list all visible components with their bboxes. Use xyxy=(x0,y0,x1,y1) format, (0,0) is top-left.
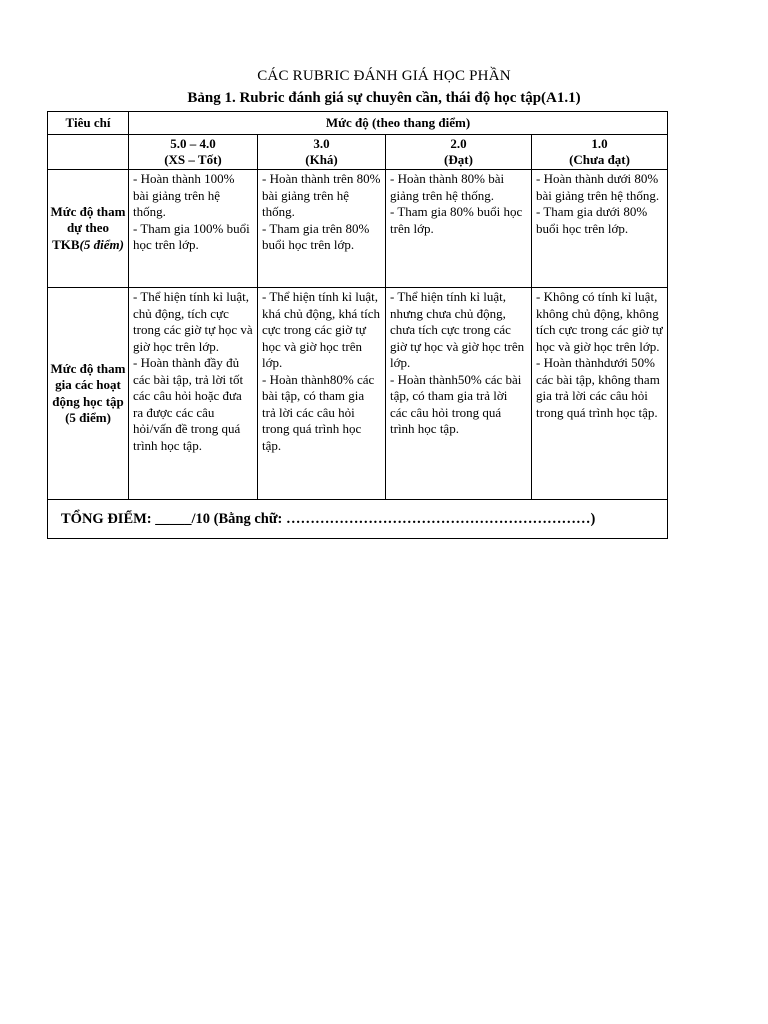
descriptor: - Hoàn thành 80% bài giảng trên hệ thống. xyxy=(390,171,505,203)
descriptor: - Tham gia dưới 80% buổi học trên lớp. xyxy=(536,204,648,236)
criterion-cell xyxy=(48,288,129,500)
criteria-header: Tiêu chí xyxy=(48,112,129,135)
score-level-header xyxy=(129,135,258,170)
table-row xyxy=(48,288,668,500)
descriptor: - Hoàn thànhdưới 50% các bài tập, không tham gia trả lời các câu hỏi trong quá trình học tập. xyxy=(536,355,660,420)
score-value: 1.0 xyxy=(591,136,608,151)
descriptor: - Hoàn thành dưới 80% bài giảng trên hệ thống. xyxy=(536,171,660,203)
empty-header-cell xyxy=(48,135,129,170)
descriptor: - Tham gia 80% buổi học trên lớp. xyxy=(390,204,523,236)
score-label: (Khá) xyxy=(305,152,338,167)
score-header-row xyxy=(48,135,668,170)
rubric-cell xyxy=(258,288,386,500)
rubric-cell xyxy=(386,170,532,288)
header-row xyxy=(48,112,668,135)
rubric-cell xyxy=(532,288,668,500)
score-value: 5.0 – 4.0 xyxy=(170,136,216,151)
descriptor: - Hoàn thành trên 80% bài giảng trên hệ thống. xyxy=(262,171,381,219)
descriptor: - Thể hiện tính kỉ luật, chủ động, tích cực trong các giờ tự học và giờ học trên lớp. xyxy=(133,289,253,354)
score-label: (Đạt) xyxy=(444,152,473,167)
rubric-cell xyxy=(532,170,668,288)
rubric-cell xyxy=(129,288,258,500)
rubric-cell xyxy=(258,170,386,288)
score-value: 3.0 xyxy=(313,136,330,151)
total-score-line: TỔNG ĐIỂM: _____/10 (Bằng chữ: ………………………………………………………) xyxy=(48,500,668,539)
score-label: (Chưa đạt) xyxy=(569,152,630,167)
descriptor: - Tham gia 100% buổi học trên lớp. xyxy=(133,220,250,252)
criterion-name: Mức độ tham dự theo TKB xyxy=(50,203,126,252)
score-level-header xyxy=(258,135,386,170)
descriptor: - Hoàn thành đầy đủ các bài tập, trả lời tốt các câu hỏi hoặc đưa ra được các câu hỏi/vấn đề trong quá trình học tập. xyxy=(133,355,244,453)
descriptor: - Thể hiện tính kỉ luật, nhưng chưa chủ động, chưa tích cực trong các giờ tự học và giờ học trên lớp. xyxy=(390,289,525,370)
rubric-table xyxy=(47,111,668,539)
rubric-cell xyxy=(129,170,258,288)
descriptor: - Hoàn thành50% các bài tập, có tham gia trả lời các câu hỏi trong quá trình học tập. xyxy=(390,371,522,436)
table-row xyxy=(48,170,668,288)
descriptor: - Không có tính kỉ luật, không chủ động, không tích cực trong các giờ tự học và giờ học trên lớp. xyxy=(536,289,663,354)
descriptor: - Tham gia trên 80% buổi học trên lớp. xyxy=(262,220,370,252)
score-level-header xyxy=(386,135,532,170)
criterion-cell xyxy=(48,170,129,288)
document-title: CÁC RUBRIC ĐÁNH GIÁ HỌC PHẦN xyxy=(257,68,511,84)
level-header: Mức độ (theo thang điểm) xyxy=(129,112,668,135)
rubric-cell xyxy=(386,288,532,500)
criterion-weight: (5 điểm) xyxy=(79,236,124,252)
criterion-weight: (5 điểm) xyxy=(65,410,111,425)
score-value: 2.0 xyxy=(450,136,467,151)
descriptor: - Hoàn thành 100% bài giảng trên hệ thống. xyxy=(133,171,235,219)
score-level-header xyxy=(532,135,668,170)
descriptor: - Hoàn thành80% các bài tập, có tham gia trả lời các câu hỏi trong quá trình học tập. xyxy=(262,371,375,453)
criterion-name: Mức độ tham gia các hoạt động học tập xyxy=(50,360,126,409)
descriptor: - Thể hiện tính kỉ luật, khá chủ động, khá tích cực trong các giờ tự học và giờ học trên lớp. xyxy=(262,289,381,370)
score-label: (XS – Tốt) xyxy=(164,152,222,167)
total-row xyxy=(48,500,668,539)
table-caption: Bảng 1. Rubric đánh giá sự chuyên cần, thái độ học tập(A1.1) xyxy=(187,90,581,106)
